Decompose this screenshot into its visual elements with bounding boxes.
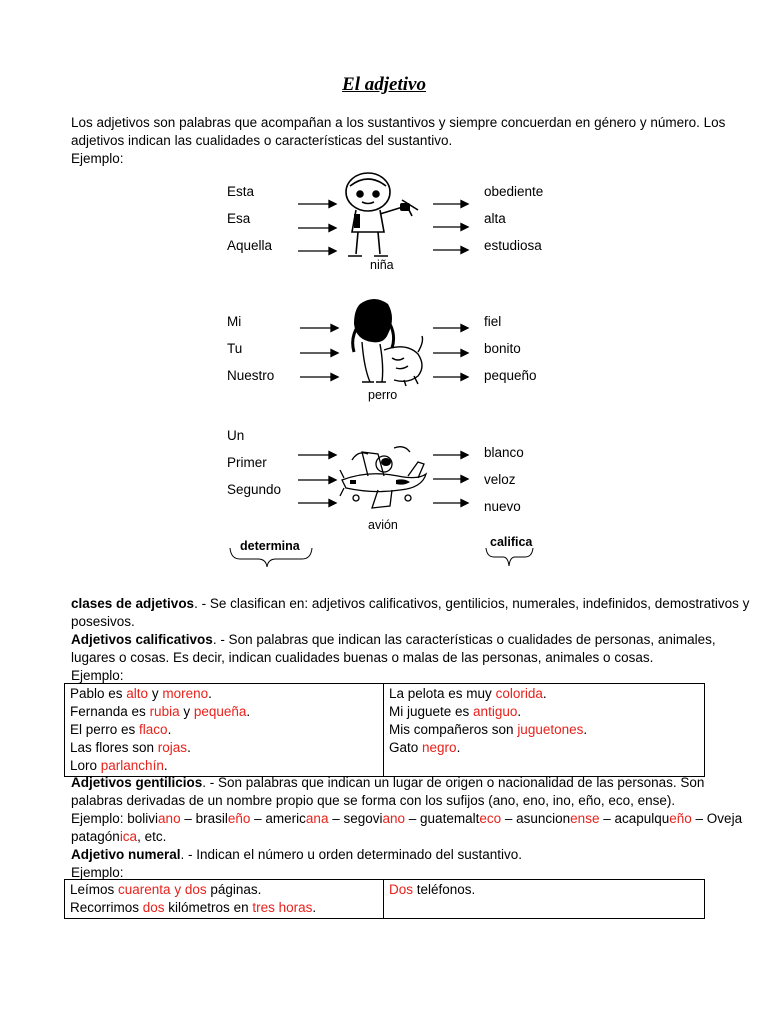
gentilicios-example-line xyxy=(71,810,743,828)
section-text: . - Son palabras que indican un lugar de origen o nacionalidad de las personas. Son xyxy=(202,775,705,790)
highlighted-adjective: dos xyxy=(142,900,165,915)
determiner-word: Mi xyxy=(227,314,242,329)
noun-label: perro xyxy=(368,388,398,402)
example-sentence xyxy=(70,757,378,775)
page-title: El adjetivo xyxy=(342,74,426,95)
example-text: . xyxy=(542,686,547,701)
example-text: Ejemplo: bolivi xyxy=(71,811,159,826)
example-text: . xyxy=(246,704,251,719)
section-heading: clases de adjetivos xyxy=(71,596,195,611)
example-text: . xyxy=(312,900,317,915)
highlighted-adjective: pequeña xyxy=(193,704,247,719)
example-text: páginas. xyxy=(206,882,262,897)
example-sentence xyxy=(389,703,699,721)
example-sentence xyxy=(389,685,699,703)
example-list xyxy=(389,685,699,757)
example-text: – Oveja xyxy=(691,811,743,826)
numeral-table xyxy=(64,879,705,919)
noun-label: niña xyxy=(370,258,394,272)
intro-line: adjetivos indican las cualidades o características del sustantivo. xyxy=(71,133,453,148)
example-text: . xyxy=(163,758,168,773)
example-text: Mis compañeros son xyxy=(389,722,518,737)
example-text: patagón xyxy=(71,829,120,844)
airplane-icon xyxy=(338,440,430,512)
highlighted-suffix: ano xyxy=(158,811,181,826)
example-text: El perro es xyxy=(70,722,140,737)
table-cell-left xyxy=(65,684,384,777)
section-text: palabras derivadas de un nombre propio que se forma con los sufijos (ano, eno, ino, eño, eco, ense). xyxy=(71,793,676,808)
intro-line: Ejemplo: xyxy=(71,151,124,166)
gentilicios-section xyxy=(71,774,743,882)
example-sentence xyxy=(70,703,378,721)
highlighted-adjective: rubia xyxy=(149,704,180,719)
highlighted-adjective: antiguo xyxy=(473,704,518,719)
determiner-word: Segundo xyxy=(227,482,282,497)
ejemplo-label: Ejemplo: xyxy=(71,668,124,683)
section-heading: Adjetivos gentilicios xyxy=(71,775,203,790)
highlighted-suffix: ense xyxy=(570,811,600,826)
qualifier-word: veloz xyxy=(484,472,516,487)
brace-label-determina: determina xyxy=(240,539,300,553)
table-cell-right xyxy=(384,684,705,777)
highlighted-suffix: ana xyxy=(305,811,329,826)
example-text: – guatemalt xyxy=(405,811,480,826)
determiner-word: Esa xyxy=(227,211,251,226)
section-heading: Adjetivo numeral xyxy=(71,847,181,862)
section-text: lugares o cosas. Es decir, indican cualidades buenas o malas de las personas, animales o cosas. xyxy=(71,650,654,665)
example-text: Gato xyxy=(389,740,423,755)
example-sentence xyxy=(70,721,378,739)
example-text: . xyxy=(456,740,461,755)
table-cell-left xyxy=(65,880,384,919)
intro-paragraph xyxy=(71,114,726,168)
qualifier-word: obediente xyxy=(484,184,544,199)
example-sentence xyxy=(389,739,699,757)
braces xyxy=(0,0,1,1)
example-text: – americ xyxy=(250,811,306,826)
example-text: , etc. xyxy=(137,829,167,844)
highlighted-adjective: tres horas xyxy=(252,900,313,915)
highlighted-suffix: eco xyxy=(479,811,502,826)
example-text: – asuncion xyxy=(501,811,571,826)
example-text: Pablo es xyxy=(70,686,127,701)
section-heading: Adjetivos calificativos xyxy=(71,632,213,647)
example-text: Fernanda es xyxy=(70,704,150,719)
example-text: . xyxy=(167,722,172,737)
example-text: – acapulqu xyxy=(599,811,670,826)
qualifier-word: pequeño xyxy=(484,368,537,383)
example-list xyxy=(389,881,699,899)
calificativos-table xyxy=(64,683,705,777)
example-list xyxy=(70,685,378,775)
qualifier-word: estudiosa xyxy=(484,238,542,253)
example-text: Loro xyxy=(70,758,101,773)
highlighted-adjective: cuarenta y dos xyxy=(118,882,207,897)
table-cell-right xyxy=(384,880,705,919)
highlighted-adjective: juguetones xyxy=(517,722,584,737)
qualifier-word: bonito xyxy=(484,341,521,356)
example-text: . xyxy=(208,686,212,701)
gentilicios-example-line xyxy=(71,828,698,846)
determiner-word: Primer xyxy=(227,455,267,470)
example-text: . xyxy=(517,704,522,719)
example-sentence xyxy=(70,899,378,917)
highlighted-suffix: ano xyxy=(382,811,406,826)
example-sentence xyxy=(389,881,699,899)
determiner-word: Un xyxy=(227,428,245,443)
brace-label-califica: califica xyxy=(490,535,533,549)
ejemplo-label: Ejemplo: xyxy=(71,865,124,880)
example-text: y xyxy=(179,704,194,719)
dog-icon xyxy=(348,296,428,388)
intro-line: Los adjetivos son palabras que acompañan a los sustantivos y siempre concuerdan en género y número. Los xyxy=(71,115,726,130)
example-text: Recorrimos xyxy=(70,900,143,915)
example-text: – segovi xyxy=(328,811,383,826)
qualifier-word: alta xyxy=(484,211,506,226)
qualifier-word: blanco xyxy=(484,445,524,460)
highlighted-adjective: rojas xyxy=(157,740,188,755)
determiner-word: Nuestro xyxy=(227,368,275,383)
example-list xyxy=(70,881,378,917)
highlighted-suffix: ica xyxy=(119,829,138,844)
highlighted-adjective: Dos xyxy=(389,882,414,897)
qualifier-word: nuevo xyxy=(484,499,521,514)
example-text: La pelota es muy xyxy=(389,686,496,701)
example-text: Las flores son xyxy=(70,740,158,755)
clases-section xyxy=(71,595,750,685)
example-sentence xyxy=(389,721,699,739)
example-sentence xyxy=(70,685,378,703)
section-text: . - Se clasifican en: adjetivos calificativos, gentilicios, numerales, indefinidos, demostrativos y xyxy=(194,596,750,611)
highlighted-suffix: eño xyxy=(669,811,692,826)
example-text: teléfonos. xyxy=(413,882,476,897)
qualifier-word: fiel xyxy=(484,314,502,329)
example-text: y xyxy=(148,686,163,701)
example-text: Leímos xyxy=(70,882,119,897)
determiner-word: Aquella xyxy=(227,238,273,253)
highlighted-adjective: moreno xyxy=(162,686,209,701)
example-sentence xyxy=(70,881,378,899)
highlighted-adjective: colorida xyxy=(495,686,543,701)
section-text: . - Son palabras que indican las características o cualidades de personas, animales, xyxy=(212,632,716,647)
girl-icon xyxy=(336,170,426,262)
highlighted-adjective: alto xyxy=(126,686,149,701)
example-text: . xyxy=(583,722,588,737)
example-text: . xyxy=(187,740,191,755)
highlighted-suffix: eño xyxy=(227,811,251,826)
example-text: Mi juguete es xyxy=(389,704,474,719)
highlighted-adjective: flaco xyxy=(139,722,168,737)
highlighted-adjective: parlanchín xyxy=(100,758,164,773)
example-sentence xyxy=(70,739,378,757)
determiner-word: Esta xyxy=(227,184,255,199)
example-text: kilómetros en xyxy=(164,900,253,915)
determiner-word: Tu xyxy=(227,341,243,356)
section-text: posesivos. xyxy=(71,614,135,629)
section-text: . - Indican el número u orden determinado del sustantivo. xyxy=(180,847,522,862)
highlighted-adjective: negro xyxy=(422,740,457,755)
noun-label: avión xyxy=(368,518,398,532)
example-text: – brasil xyxy=(180,811,228,826)
